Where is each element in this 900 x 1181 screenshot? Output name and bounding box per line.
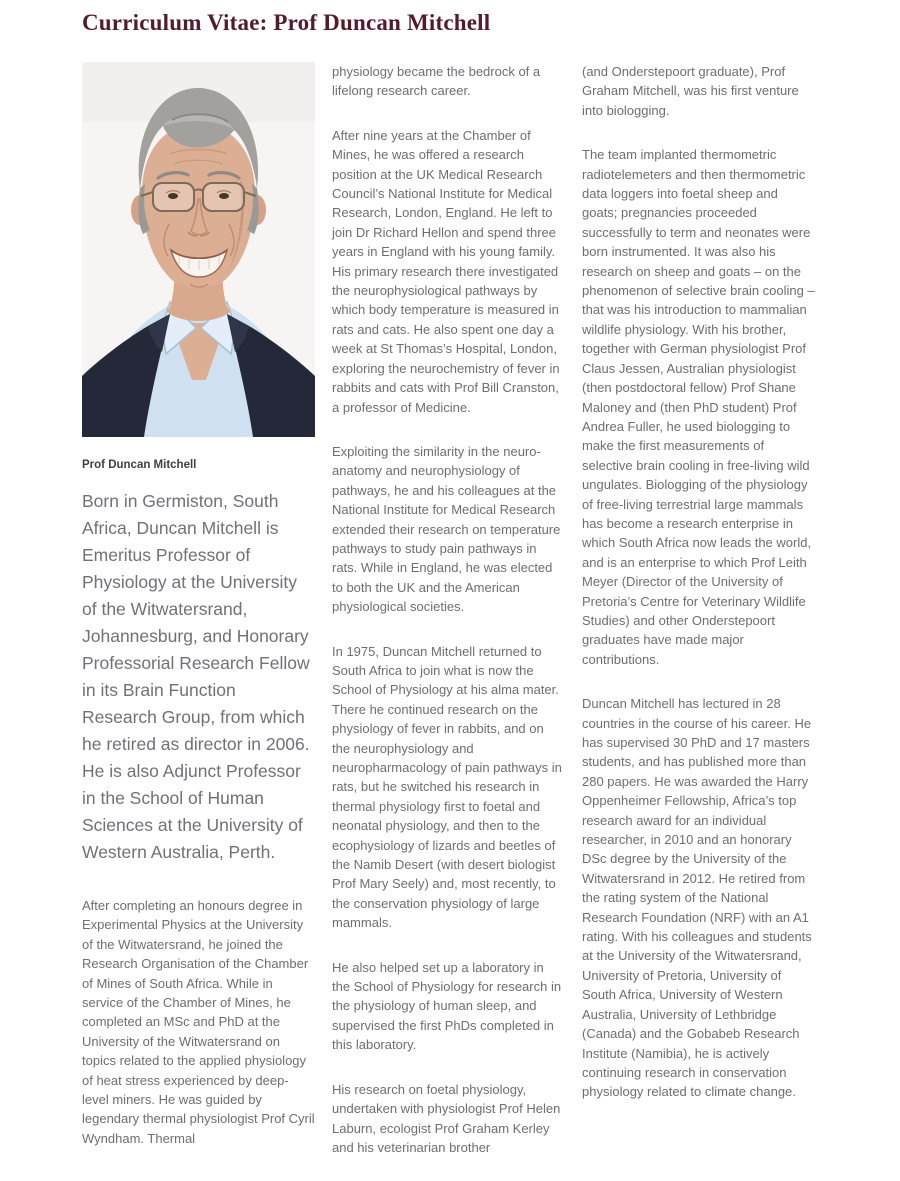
paragraph: Duncan Mitchell has lectured in 28 countries in the course of his career. He has supervised 30 PhD and 17 masters students, and has published more than 280 papers. He was awarded the Harry Oppenheimer Fellowship, Africa’s top research award for an individual researcher, in 2010 and an honorary DSc degree by the University of the Witwatersrand in 2012. He retired from the rating system of the National Research Foundation (NRF) with an A1 rating. With his colleagues and students at the University of the Witwatersrand, University of Pretoria, University of South Africa, University of Western Australia, University of Lethbridge (Canada) and the Gobabeb Research Institute (Namibia), he is actively continuing research in conservation physiology related to climate change. xyxy=(582,696,812,1100)
paragraph: After completing an honours degree in Experimental Physics at the University of the Witwatersrand, he joined the Research Organisation of the Chamber of Mines of South Africa. While in service of the Chamber of Mines, he completed an MSc and PhD at the University of the Witwatersrand on topics related to the applied physiology of heat stress experienced by deep-level miners. He was guided by legendary thermal physiologist Prof Cyril Wyndham. Thermal xyxy=(82,898,315,1146)
column-middle xyxy=(332,62,565,1157)
paragraph: The team implanted thermometric radiotelemeters and then thermometric data loggers into foetal sheep and goats; pregnancies proceeded successfully to term and neonates were born instrumented. It was also his research on sheep and goats – on the phenomenon of selective brain cooling – that was his introduction to mammalian wildlife physiology. With his brother, together with German physiologist Prof Claus Jessen, Australian physiologist (then postdoctoral fellow) Prof Shane Maloney and (then PhD student) Prof Andrea Fuller, he used biologging to make the first measurements of selective brain cooling in free-living wild ungulates. Biologging of the physiology of free-living terrestrial large mammals has become a research enterprise in which South Africa now leads the world, and is an enterprise to which Prof Leith Meyer (Director of the University of Pretoria’s Centre for Veterinary Wildlife Studies) and other Onderstepoort graduates have made major contributions. xyxy=(582,147,815,667)
paragraph: (and Onderstepoort graduate), Prof Graham Mitchell, was his first venture into biologging. xyxy=(582,64,799,118)
portrait-illustration xyxy=(82,62,315,437)
three-column-layout xyxy=(82,62,815,1157)
paragraph: After nine years at the Chamber of Mines, he was offered a research position at the UK Medical Research Council’s National Institute for Medical Research, London, England. He left to join Dr Richard Hellon and spend three years in England with his young family. His primary research there investigated the neurophysiological pathways by which body temperature is measured in rats and cats. He also spent one day a week at St Thomas’s Hospital, London, exploring the neurochemistry of fever in rabbits and cats with Prof Bill Cranston, a professor of Medicine. xyxy=(332,127,560,415)
paragraph: physiology became the bedrock of a lifelong research career. xyxy=(332,64,541,99)
column-left xyxy=(82,62,315,1157)
paragraph: His research on foetal physiology, undertaken with physiologist Prof Helen Laburn, ecologist Prof Graham Kerley and his veterinarian brother xyxy=(332,1081,561,1155)
paragraph: Exploiting the similarity in the neuro-anatomy and neurophysiology of pathways, he and his colleagues at the National Institute for Medical Research extended their research on temperature pathways to study pain pathways in rats. While in England, he was elected to both the UK and the American physiological societies. xyxy=(332,443,561,615)
paragraph: In 1975, Duncan Mitchell returned to South Africa to join what is now the School of Physiology at his alma mater. There he continued research on the physiology of fever in rabbits, and on the neurophysiology and neuropharmacology of pain pathways in rats, but he switched his research in thermal physiology first to foetal and neonatal physiology, and then to the ecophysiology of lizards and beetles of the Namib Desert (with desert biologist Prof Mary Seely) and, most recently, to the conservation physiology of large mammals. xyxy=(332,643,562,931)
lead-paragraph: Born in Germiston, South Africa, Duncan Mitchell is Emeritus Professor of Physiology at the University of the Witwatersrand, Johannesburg, and Honorary Professorial Research Fellow in its Brain Function Research Group, from which he retired as director in 2006. He is also Adjunct Professor in the School of Human Sciences at the University of Western Australia, Perth. xyxy=(82,491,310,862)
paragraph: He also helped set up a laboratory in the School of Physiology for research in the physiology of human sleep, and supervised the first PhDs completed in this laboratory. xyxy=(332,959,562,1053)
column-right xyxy=(582,62,815,1157)
portrait-photo xyxy=(82,62,315,437)
photo-caption: Prof Duncan Mitchell xyxy=(82,459,197,471)
page-title: Curriculum Vitae: Prof Duncan Mitchell xyxy=(82,10,491,35)
